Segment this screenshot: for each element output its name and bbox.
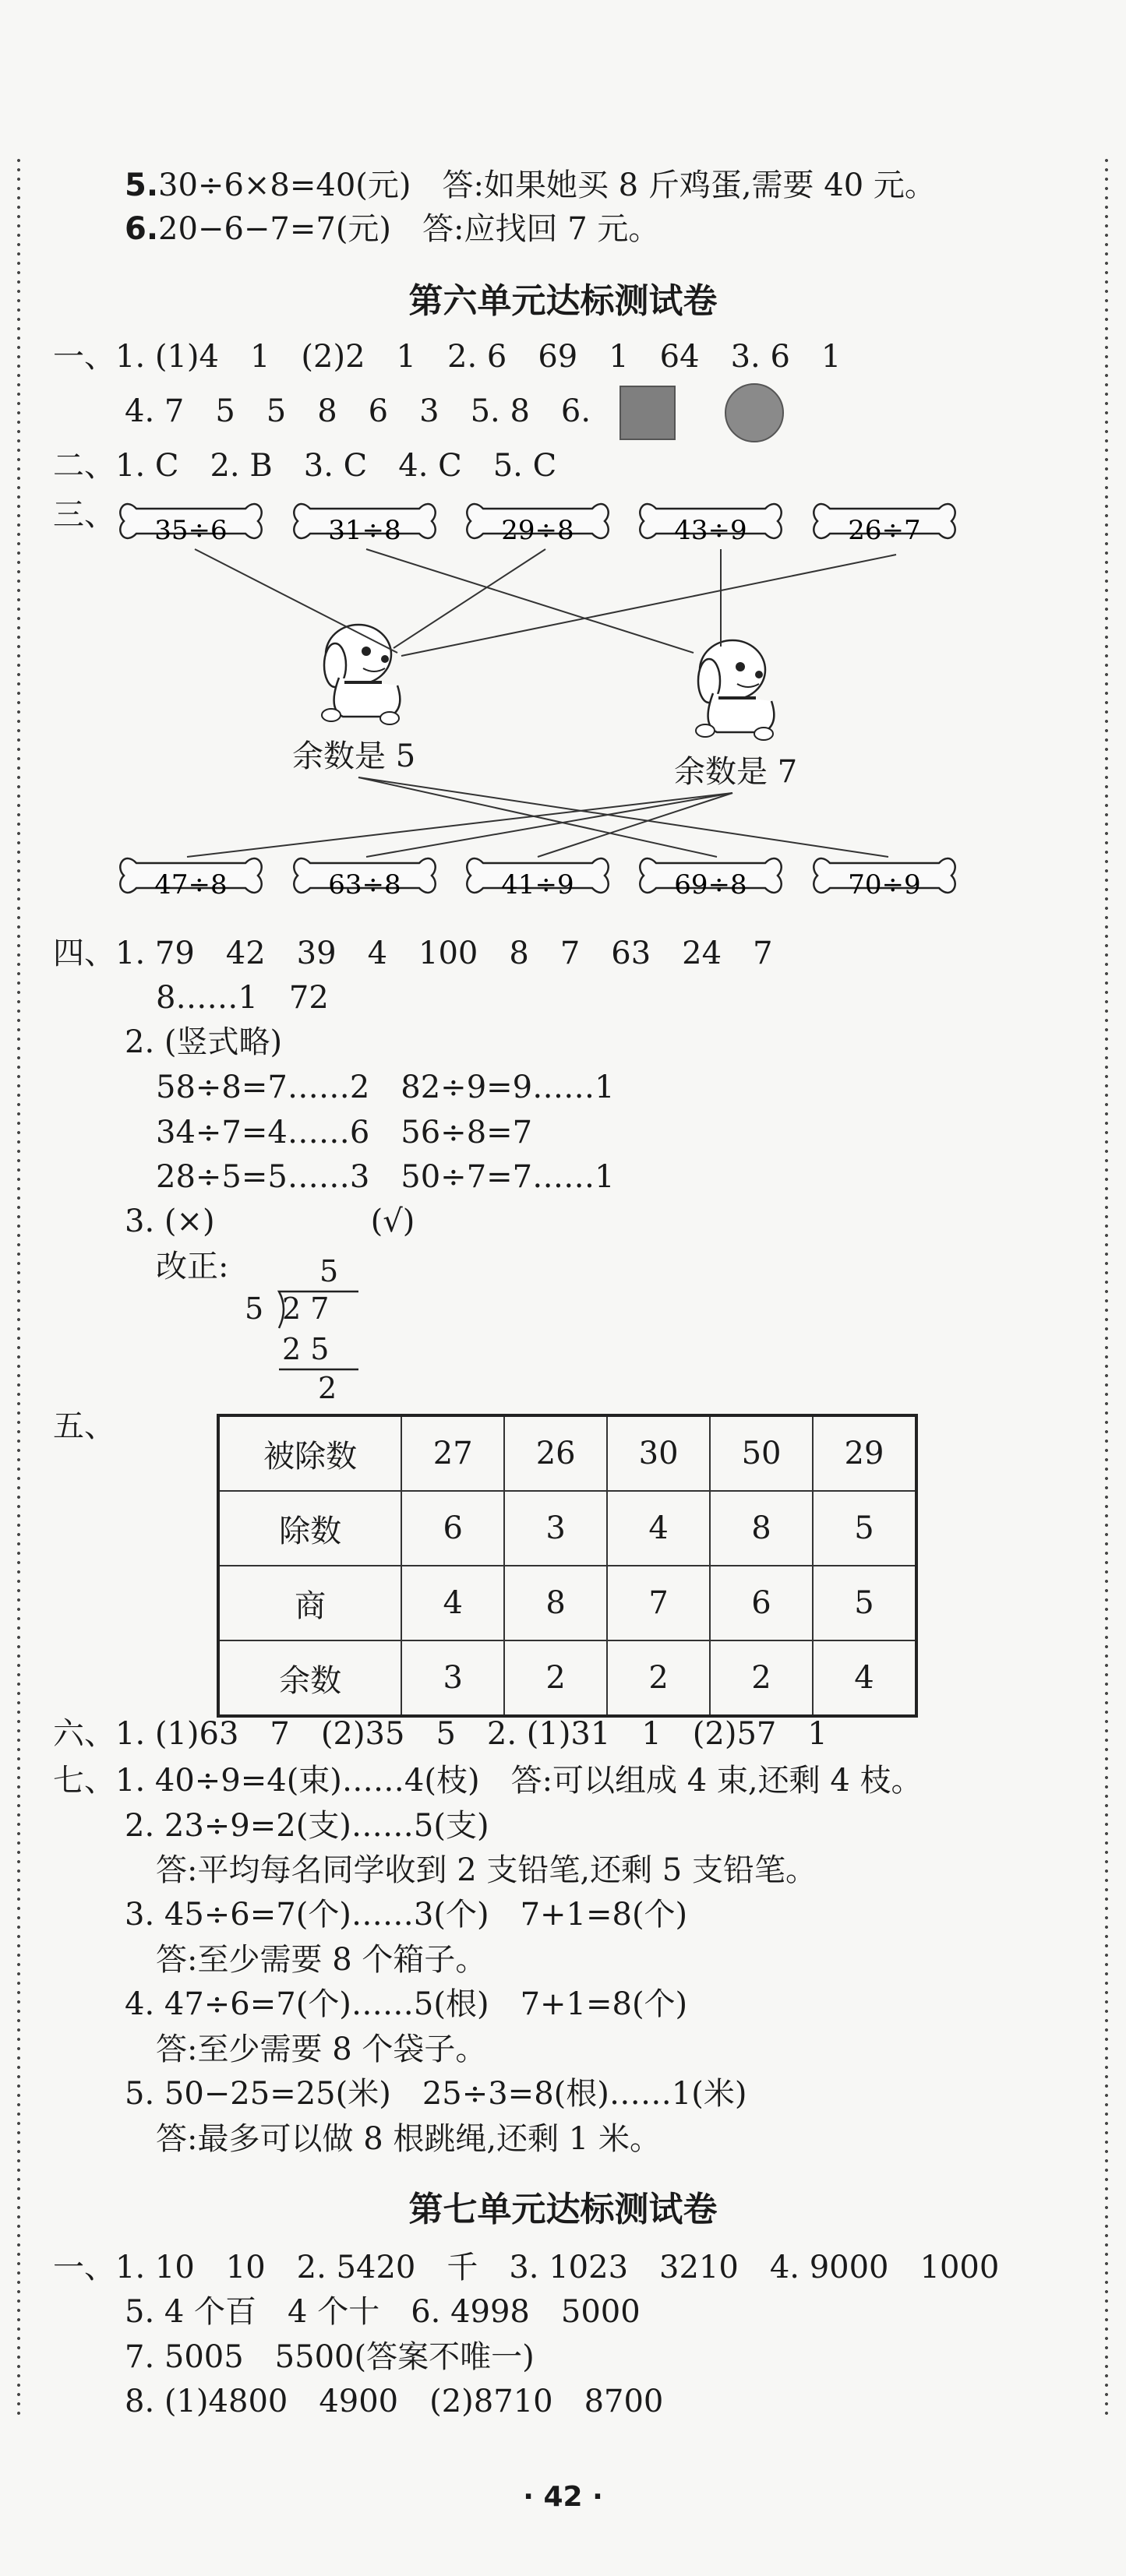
unit6-sec4-line1: 四、1. 79 42 39 4 100 8 7 63 24 7	[53, 936, 773, 971]
bottom-bone-label: 47÷8	[154, 869, 228, 900]
top-bone-label: 29÷8	[501, 515, 574, 546]
unit6-sec7-line: 答:至少需要 8 个箱子。	[156, 1942, 487, 1978]
table-cell: 8	[710, 1491, 813, 1566]
page-number: · 42 ·	[523, 2481, 603, 2513]
dog-right	[696, 640, 774, 740]
unit6-sec7-line: 5. 50−25=25(米) 25÷3=8(根)……1(米)	[125, 2076, 747, 2112]
table-cell: 被除数	[218, 1415, 401, 1491]
table-row	[218, 1491, 916, 1566]
match-lines-top	[195, 549, 896, 656]
table-row	[218, 1566, 916, 1640]
table-cell: 29	[813, 1415, 916, 1491]
dog-right-label: 余数是 7	[674, 754, 798, 790]
table-cell: 6	[401, 1491, 504, 1566]
table-cell: 除数	[218, 1491, 401, 1566]
unit6-sec7-line: 七、1. 40÷9=4(束)……4(枝) 答:可以组成 4 束,还剩 4 枝。	[53, 1763, 923, 1799]
answer-line: 5.30÷6×8=40(元) 答:如果她买 8 斤鸡蛋,需要 40 元。	[125, 167, 936, 203]
longdiv-dividend: 2 7	[282, 1292, 330, 1326]
unit6-sec7-line: 4. 47÷6=7(个)……5(根) 7+1=8(个)	[125, 1986, 688, 2022]
table-cell: 余数	[218, 1640, 401, 1716]
matching-diagram	[0, 0, 1126, 950]
longdiv-remainder: 2	[318, 1371, 337, 1405]
table-cell: 2	[607, 1640, 710, 1716]
unit6-sec2: 二、1. C 2. B 3. C 4. C 5. C	[53, 448, 557, 484]
unit6-sec7-line: 2. 23÷9=2(支)……5(支)	[125, 1808, 489, 1844]
bottom-bone-label: 69÷8	[674, 869, 747, 900]
table-cell: 商	[218, 1566, 401, 1640]
unit6-sec4-line2: 8……1 72	[156, 980, 329, 1016]
longdiv-divisor: 5	[245, 1292, 264, 1326]
unit6-sec3-label: 三、	[53, 497, 115, 533]
unit6-sec6: 六、1. (1)63 7 (2)35 5 2. (1)31 1 (2)57 1	[53, 1716, 828, 1752]
dog-left	[322, 625, 400, 724]
table-cell: 3	[401, 1640, 504, 1716]
top-bone-label: 26÷7	[848, 515, 921, 546]
correction-label: 改正:	[156, 1249, 229, 1284]
table-cell: 2	[504, 1640, 607, 1716]
table-cell: 4	[607, 1491, 710, 1566]
unit7-line: 8. (1)4800 4900 (2)8710 8700	[125, 2384, 664, 2419]
long-division	[234, 1254, 390, 1410]
answer-line: 6.20−6−7=7(元) 答:应找回 7 元。	[125, 211, 660, 247]
unit7-line: 5. 4 个百 4 个十 6. 4998 5000	[125, 2294, 641, 2330]
unit7-line: 7. 5005 5500(答案不唯一)	[125, 2339, 535, 2375]
table-cell: 4	[401, 1566, 504, 1640]
top-bone-label: 31÷8	[328, 515, 401, 546]
table-cell: 4	[813, 1640, 916, 1716]
table-cell: 50	[710, 1415, 813, 1491]
bottom-bone-label: 63÷8	[328, 869, 401, 900]
table-cell: 8	[504, 1566, 607, 1640]
longdiv-product: 2 5	[282, 1332, 330, 1366]
division-table	[217, 1414, 918, 1718]
table-row	[218, 1640, 916, 1716]
unit6-sec4-q2-row: 28÷5=5……3 50÷7=7……1	[156, 1159, 615, 1195]
longdiv-lines	[234, 1254, 390, 1410]
unit6-sec7-line: 答:平均每名同学收到 2 支铅笔,还剩 5 支铅笔。	[156, 1852, 817, 1888]
unit6-sec4-q3: 3. (×) (√)	[125, 1203, 415, 1239]
unit6-sec4-q2-row: 58÷8=7……2 82÷9=9……1	[156, 1070, 615, 1105]
table-cell: 30	[607, 1415, 710, 1491]
table-row	[218, 1415, 916, 1491]
table-cell: 27	[401, 1415, 504, 1491]
table-cell: 5	[813, 1491, 916, 1566]
top-bone-label: 43÷9	[674, 515, 747, 546]
unit6-sec5-label: 五、	[53, 1408, 115, 1444]
dog-left-label: 余数是 5	[292, 738, 416, 774]
longdiv-quotient: 5	[319, 1254, 339, 1288]
bottom-bone-label: 41÷9	[501, 869, 574, 900]
unit6-sec7-line: 答:最多可以做 8 根跳绳,还剩 1 米。	[156, 2121, 661, 2157]
unit6-sec4-q2: 2. (竖式略)	[125, 1024, 283, 1060]
unit6-sec7-line: 答:至少需要 8 个袋子。	[156, 2032, 487, 2067]
table-cell: 5	[813, 1566, 916, 1640]
table-cell: 3	[504, 1491, 607, 1566]
unit7-title: 第七单元达标测试卷	[408, 2190, 718, 2229]
top-bone-label: 35÷6	[154, 515, 228, 546]
unit7-line: 一、1. 10 10 2. 5420 千 3. 1023 3210 4. 9000 1000	[53, 2250, 1000, 2285]
unit6-title: 第六单元达标测试卷	[408, 281, 718, 321]
table-cell: 6	[710, 1566, 813, 1640]
unit6-sec4-q2-row: 34÷7=4……6 56÷8=7	[156, 1115, 533, 1151]
table-cell: 26	[504, 1415, 607, 1491]
table-cell: 7	[607, 1566, 710, 1640]
unit6-sec7-line: 3. 45÷6=7(个)……3(个) 7+1=8(个)	[125, 1897, 688, 1933]
unit6-sec1-line1: 一、1. (1)4 1 (2)2 1 2. 6 69 1 64 3. 6 1	[53, 339, 842, 375]
unit6-sec1-line2: 4. 7 5 5 8 6 3 5. 8 6.	[125, 393, 591, 429]
bottom-bone-label: 70÷9	[848, 869, 921, 900]
table-cell: 2	[710, 1640, 813, 1716]
